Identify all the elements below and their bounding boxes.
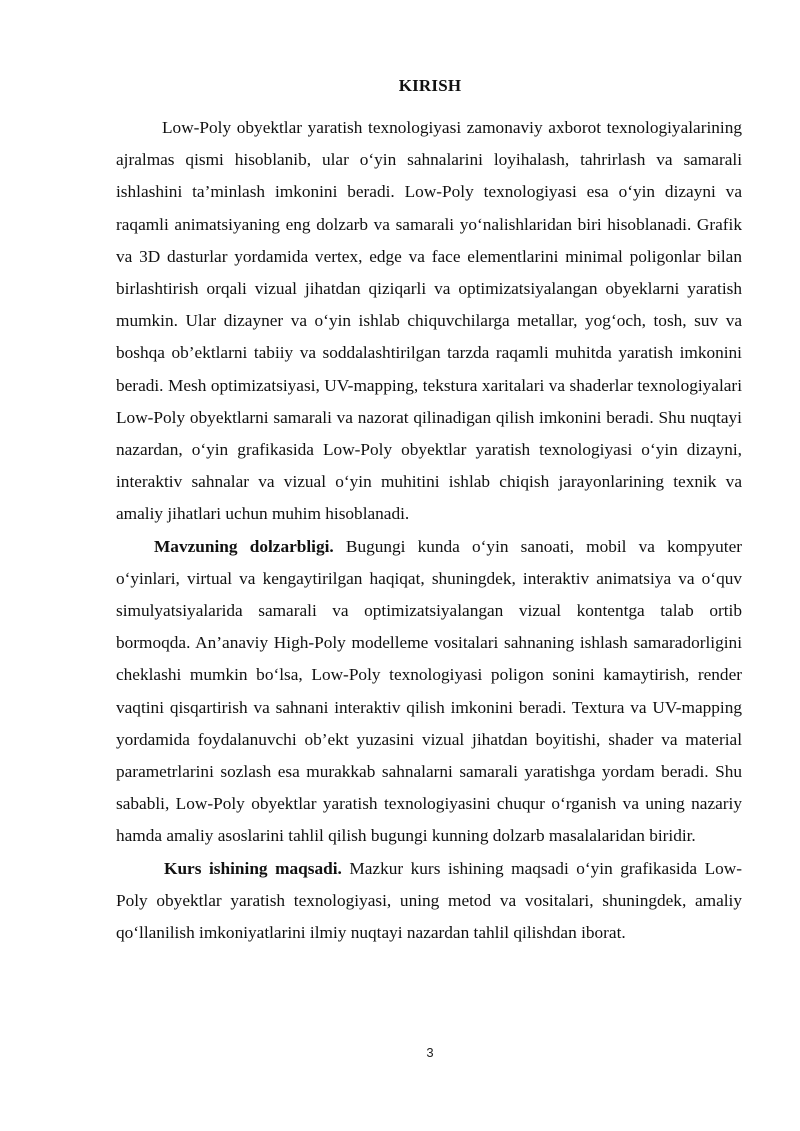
relevance-lead: Mavzuning dolzarbligi. [154,536,334,556]
body-text [116,112,742,949]
page-number: 3 [426,1045,434,1060]
relevance-paragraph [116,531,742,853]
goal-lead: Kurs ishining maqsadi. [164,858,342,878]
intro-paragraph [116,112,742,531]
goal-paragraph-text: Mazkur kurs ishining maqsadi o‘yin grafikasida Low-Poly obyektlar yaratish texnologiyasi, uning metod va vositalari, shuningdek, amaliy qo‘llanilish imkoniyatlarini ilmiy nuqtayi nazardan tahlil qilishdan iborat. [116,858,743,943]
section-heading: KIRISH [398,76,462,95]
goal-paragraph [116,853,742,950]
relevance-paragraph-text: Bugungi kunda o‘yin sanoati, mobil va kompyuter o‘yinlari, virtual va kengaytirilgan haqiqat, shuningdek, interaktiv animatsiya va o‘quv simulyatsiyalarida samarali va optimizatsiyalangan vizual kontentga talab ortib bormoqda. An’anaviy High-Poly modelleme vositalari sahnaning ishlash samaradorligini cheklashi mumkin bo‘lsa, Low-Poly texnologiyasi poligon sonini kamaytirish, render vaqtini qisqartirish va sahnani interaktiv qilish imkonini beradi. Textura va UV-mapping yordamida foydalanuvchi ob’ekt yuzasini vizual jihatdan boyitishi, shader va material parametrlarini sozlash esa murakkab sahnalarni samarali yaratishga yordam beradi. Shu sababli, Low-Poly obyektlar yaratish texnologiyasini chuqur o‘rganish va uning nazariy hamda amaliy asoslarini tahlil qilish bugungi kunning dolzarb masalalaridan biridir. [116,536,742,846]
intro-paragraph-text: Low-Poly obyektlar yaratish texnologiyasi zamonaviy axborot texnologiyalarining ajralmas qismi hisoblanib, ular o‘yin sahnalarini loyihalash, tahrirlash va samarali ishlashini ta’minlash imkonini beradi. Low-Poly texnologiyasi esa o‘yin dizayni va raqamli animatsiyaning eng dolzarb va samarali yo‘nalishlaridan biri hisoblanadi. Grafik va 3D dasturlar yordamida vertex, edge va face elementlarini minimal poligonlar bilan birlashtirish orqali vizual jihatdan qiziqarli va optimizatsiyalangan obyeklarni yaratish mumkin. Ular dizayner va o‘yin ishlab chiquvchilarga metallar, yog‘och, tosh, suv va boshqa ob’ektlarni tabiiy va soddalashtirilgan tarzda raqamli muhitda yaratish imkonini beradi. Mesh optimizatsiyasi, UV-mapping, tekstura xaritalari va shaderlar texnologiyalari Low-Poly obyektlarni samarali va nazorat qilinadigan qilish imkonini beradi. Shu nuqtayi nazardan, o‘yin grafikasida Low-Poly obyektlar yaratish texnologiyasi o‘yin dizayni, interaktiv sahnalar va vizual o‘yin muhitini ishlab chiqish jarayonlarining texnik va amaliy jihatlari uchun muhim hisoblanadi. [116,118,742,524]
